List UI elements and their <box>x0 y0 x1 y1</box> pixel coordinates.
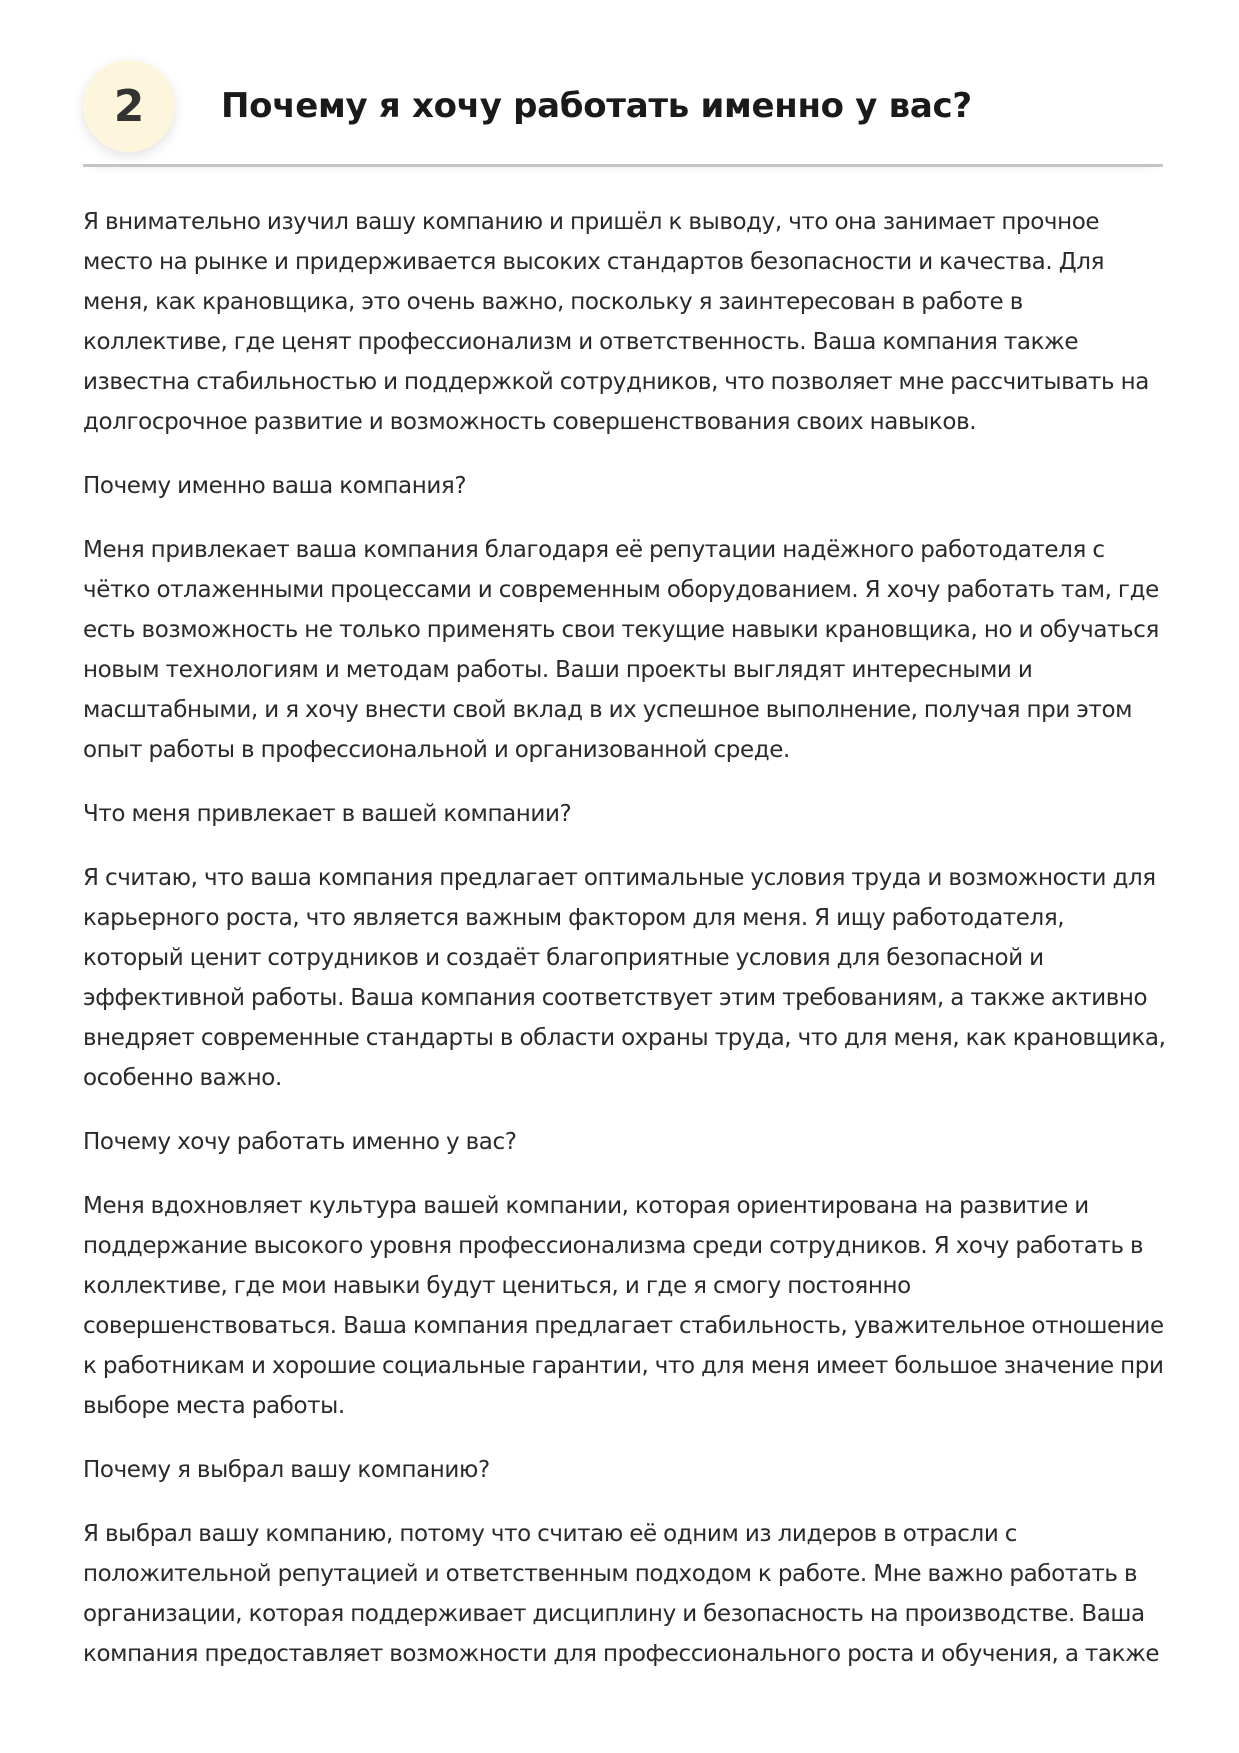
subheading: Почему именно ваша компания? <box>83 473 467 499</box>
section-number-badge: 2 <box>83 60 175 152</box>
subheading: Почему я выбрал вашу компанию? <box>83 1457 490 1483</box>
subheading: Что меня привлекает в вашей компании? <box>83 801 572 827</box>
body-paragraph: Меня вдохновляет культура вашей компании, которая ориентирована на развитие и поддержание высокого уровня профессионализма среди сотрудников. Я хочу работать в коллективе, где мои навыки будут цениться, и где я смогу постоянно совершенствоваться. Ваша компания предлагает стабильность, уважительное отношение к работникам и хорошие социальные гарантии, что для меня имеет большое значение при выборе места работы. <box>83 1193 1164 1419</box>
section-header <box>83 56 1163 167</box>
body-paragraph: Я внимательно изучил вашу компанию и пришёл к выводу, что она занимает прочное место на рынке и придерживается высоких стандартов безопасности и качества. Для меня, как крановщика, это очень важно, поскольку я заинтересован в работе в коллективе, где ценят профессионализм и ответственность. Ваша компания также известна стабильностью и поддержкой сотрудников, что позволяет мне рассчитывать на долгосрочное развитие и возможность совершенствования своих навыков. <box>83 209 1149 435</box>
section-title: Почему я хочу работать именно у вас? <box>221 86 972 126</box>
body-paragraph: Я выбрал вашу компанию, потому что считаю её одним из лидеров в отрасли с положительной репутацией и ответственным подходом к работе. Мне важно работать в организации, которая поддерживает дисциплину и безопасность на производстве. Ваша компания предоставляет возможности для профессионального роста и обучения, а также <box>83 1521 1160 1667</box>
body-paragraph: Я считаю, что ваша компания предлагает оптимальные условия труда и возможности для карьерного роста, что является важным фактором для меня. Я ищу работодателя, который ценит сотрудников и создаёт благоприятные условия для безопасной и эффективной работы. Ваша компания соответствует этим требованиям, а также активно внедряет современные стандарты в области охраны труда, что для меня, как крановщика, особенно важно. <box>83 865 1166 1091</box>
section-body <box>83 202 1168 1698</box>
body-paragraph: Меня привлекает ваша компания благодаря её репутации надёжного работодателя с чётко отлаженными процессами и современным оборудованием. Я хочу работать там, где есть возможность не только применять свои текущие навыки крановщика, но и обучаться новым технологиям и методам работы. Ваши проекты выглядят интересными и масштабными, и я хочу внести свой вклад в их успешное выполнение, получая при этом опыт работы в профессиональной и организованной среде. <box>83 537 1159 763</box>
subheading: Почему хочу работать именно у вас? <box>83 1129 517 1155</box>
